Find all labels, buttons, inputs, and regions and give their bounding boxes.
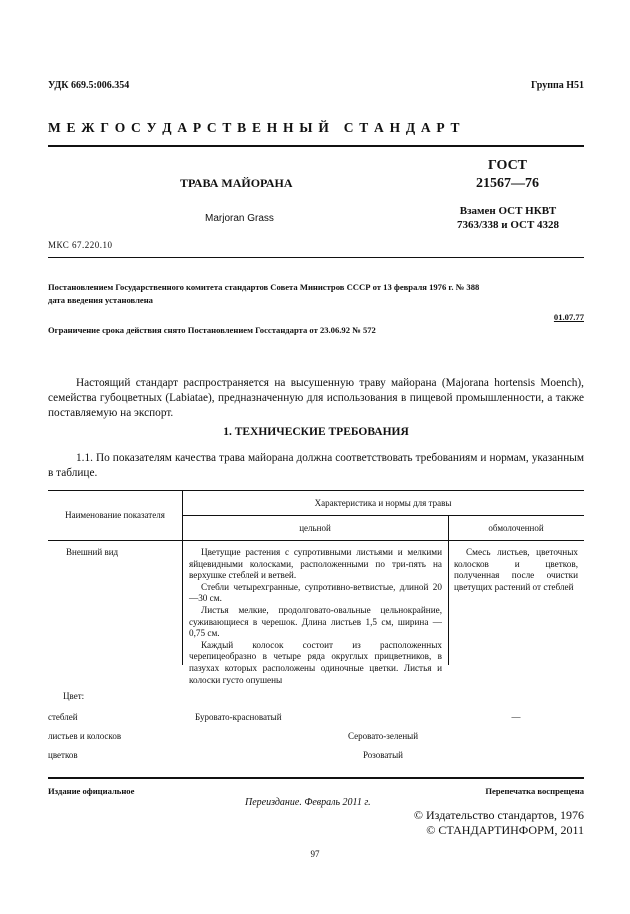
gost-block bbox=[455, 157, 560, 193]
table-top-rule bbox=[48, 490, 584, 491]
cell-whole-appearance bbox=[189, 547, 442, 686]
cell-stems-threshed: — bbox=[511, 712, 521, 722]
row-label-leaves: листьев и колосков bbox=[48, 731, 122, 741]
whole-paragraph-1: Цветущие растения с супротивными листьями и мелкими яйцевидными колосками, расположенными по три-пять на верхушке стеблей и ветвей. bbox=[189, 547, 442, 581]
official-edition: Издание официальное bbox=[48, 786, 135, 796]
gost-label: ГОСТ bbox=[487, 158, 528, 173]
copyright-1976: © Издательство стандартов, 1976 bbox=[413, 808, 584, 822]
row-label-color: Цвет: bbox=[63, 691, 85, 701]
reprint-notice: Перепечатка воспрещена bbox=[485, 786, 584, 796]
decree-limit: Ограничение срока действия снято Постановлением Госстандарта от 23.06.92 № 572 bbox=[48, 325, 376, 335]
table-col2-divider bbox=[448, 515, 449, 665]
copyright-2011: © СТАНДАРТИНФОРМ, 2011 bbox=[426, 823, 584, 837]
udk-code: УДК 669.5:006.354 bbox=[48, 80, 130, 91]
page-number: 97 bbox=[310, 849, 320, 859]
cell-leaves-value: Серовато-зеленый bbox=[347, 731, 419, 741]
gost-number: 21567—76 bbox=[476, 176, 539, 191]
table-col1-divider bbox=[182, 490, 183, 665]
cell-flowers-value: Розоватый bbox=[363, 750, 403, 760]
doc-title: ТРАВА МАЙОРАНА bbox=[180, 176, 293, 190]
table-header-rule bbox=[48, 540, 584, 541]
row-label-stems: стеблей bbox=[48, 712, 78, 722]
whole-paragraph-2: Стебли четырехгранные, супротивно-ветвистые, длиной 20—30 см. bbox=[189, 581, 442, 604]
cell-stems-whole: Буровато-красноватый bbox=[195, 712, 282, 722]
replaces-block bbox=[448, 204, 568, 232]
clause-1-1: 1.1. По показателям качества трава майорана должна соответствовать требованиям и нормам, указанным в таблице. bbox=[48, 452, 584, 479]
replaces-line1: Взамен ОСТ НКВТ bbox=[459, 205, 557, 217]
group-code: Группа Н51 bbox=[531, 80, 584, 91]
table-group-rule bbox=[182, 515, 584, 516]
intro-paragraph: Настоящий стандарт распространяется на высушенную траву майорана (Majorana hortensis Moench), семейства губоцветных (Labiatae), предназначенную для использования в пищевой промышленности, а также поставляемую на экспорт. bbox=[48, 377, 584, 419]
doc-title-en: Marjoran Grass bbox=[205, 213, 274, 224]
replaces-line2: 7363/338 и ОСТ 4328 bbox=[456, 219, 560, 231]
banner-rule bbox=[48, 145, 584, 147]
col-header-group: Характеристика и нормы для травы bbox=[314, 498, 452, 508]
section-heading: 1. ТЕХНИЧЕСКИЕ ТРЕБОВАНИЯ bbox=[223, 426, 409, 438]
cell-threshed-appearance bbox=[454, 547, 578, 593]
standard-banner: М Е Ж Г О С У Д А Р С Т В Е Н Н Ы Й С Т А Н Д А Р Т bbox=[48, 120, 461, 135]
row-label-appearance: Внешний вид bbox=[66, 547, 119, 557]
col-header-whole: цельной bbox=[299, 523, 331, 533]
title-rule bbox=[48, 257, 584, 258]
decree-line2: дата введения установлена bbox=[48, 295, 153, 305]
col-header-name: Наименование показателя bbox=[65, 510, 165, 520]
whole-paragraph-4: Каждый колосок состоит из расположенных черепицеобразно в четыре ряда округлых прицветников, в пазухах которых расположены одиночные цветки. Листья и колоски густо опушены bbox=[189, 639, 442, 685]
row-label-flowers: цветков bbox=[48, 750, 78, 760]
footer-rule bbox=[48, 777, 584, 779]
reedition-note: Переиздание. Февраль 2011 г. bbox=[245, 797, 371, 808]
mks-code: МКС 67.220.10 bbox=[48, 240, 113, 250]
whole-paragraph-3: Листья мелкие, продолговато-овальные цельнокрайние, суживающиеся в черешок. Длина листьев 1,5 см, ширина — 0,75 см. bbox=[189, 604, 442, 639]
threshed-paragraph: Смесь листьев, цветочных колосков и цветков, полученная после очистки цветущих растений от стеблей bbox=[454, 547, 578, 592]
col-header-threshed: обмолоченной bbox=[488, 523, 544, 533]
decree-line1: Постановлением Государственного комитета стандартов Совета Министров СССР от 13 февраля 1976 г. № 388 bbox=[48, 282, 480, 292]
decree-date: 01.07.77 bbox=[553, 312, 584, 322]
